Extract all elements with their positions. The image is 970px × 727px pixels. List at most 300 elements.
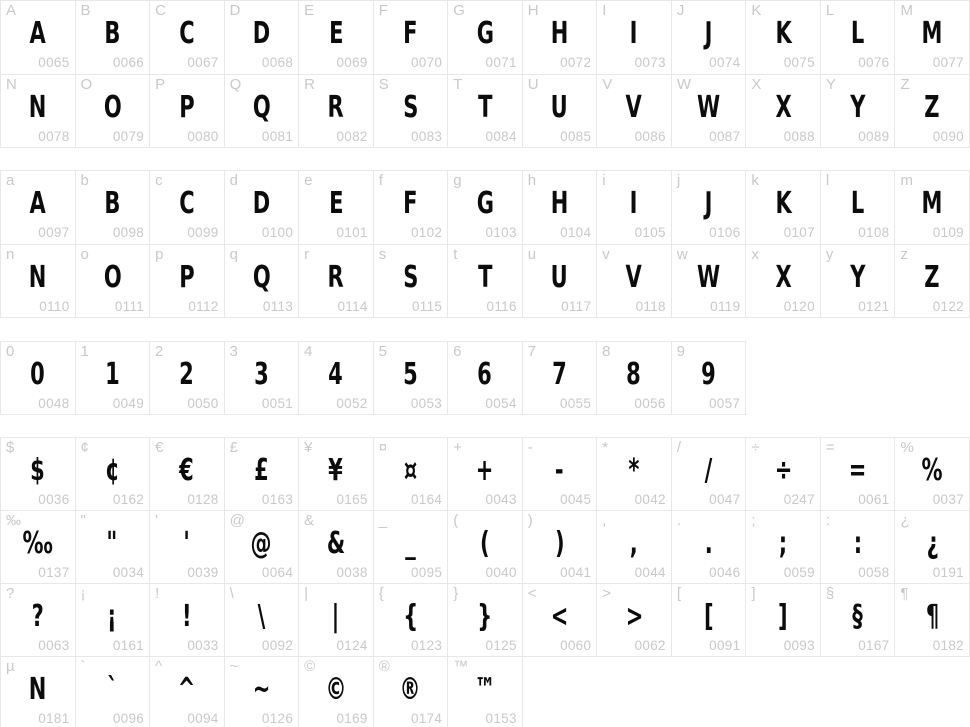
cell-glyph: . (704, 526, 713, 561)
cell-code-number: 0069 (336, 55, 368, 71)
cell-glyph: + (476, 453, 494, 488)
char-cell (299, 245, 374, 319)
cell-glyph: U (551, 259, 569, 295)
cell-glyph: € (179, 453, 195, 488)
charmap-block-digits (0, 341, 746, 415)
cell-glyph: > (625, 599, 643, 634)
char-cell (374, 245, 449, 319)
cell-glyph: K (775, 186, 792, 222)
char-cell (299, 1, 374, 75)
cell-glyph: N (28, 89, 47, 125)
cell-glyph: D (252, 186, 271, 222)
cell-code-number: 0050 (187, 395, 219, 411)
empty-cell (672, 657, 747, 727)
cell-code-number: 0038 (336, 564, 368, 580)
cell-unicode-label: \ (229, 585, 234, 602)
cell-glyph: ÷ (774, 453, 792, 488)
cell-code-number: 0087 (709, 128, 741, 144)
cell-glyph: £ (254, 453, 269, 488)
char-cell (672, 342, 747, 415)
cell-code-number: 0048 (38, 395, 70, 411)
cell-glyph: @ (250, 526, 272, 561)
char-cell (76, 657, 151, 727)
cell-code-number: 0102 (410, 225, 443, 241)
cell-code-number: 0066 (112, 55, 145, 71)
cell-code-number: 0122 (932, 298, 964, 314)
cell-unicode-label: } (453, 585, 459, 602)
char-cell (76, 245, 151, 319)
cell-unicode-label: o (80, 245, 89, 263)
cell-glyph: T (477, 259, 493, 295)
cell-unicode-label: X (751, 75, 762, 93)
charmap-block-symbols (0, 437, 970, 727)
cell-code-number: 0065 (38, 55, 70, 71)
cell-glyph: B (104, 16, 121, 52)
cell-unicode-label: ( (453, 512, 459, 529)
cell-code-number: 0124 (336, 637, 368, 653)
char-cell (597, 171, 672, 245)
cell-code-number: 0114 (337, 298, 368, 314)
cell-code-number: 0051 (261, 395, 294, 411)
cell-glyph: E (328, 16, 344, 52)
cell-unicode-label: = (825, 439, 835, 456)
cell-unicode-label: m (900, 172, 913, 189)
cell-glyph: = (848, 453, 867, 488)
cell-unicode-label: < (527, 585, 537, 602)
cell-glyph: F (403, 16, 418, 52)
char-cell (821, 245, 896, 319)
cell-code-number: 0074 (709, 55, 741, 71)
cell-code-number: 0058 (858, 564, 890, 580)
char-cell (374, 342, 449, 415)
cell-glyph: H (550, 16, 569, 52)
char-cell (821, 511, 896, 584)
cell-glyph: O (103, 89, 122, 125)
cell-glyph: V (625, 259, 643, 295)
empty-cell (523, 657, 598, 727)
cell-unicode-label: / (676, 439, 682, 456)
char-cell (597, 511, 672, 584)
cell-code-number: 0064 (261, 564, 294, 580)
cell-glyph: F (403, 186, 418, 222)
cell-code-number: 0096 (112, 710, 145, 726)
cell-code-number: 0191 (932, 564, 964, 580)
char-cell (448, 75, 523, 149)
cell-unicode-label: £ (229, 439, 238, 456)
cell-code-number: 0075 (783, 55, 815, 71)
cell-unicode-label: - (527, 439, 533, 456)
cell-glyph: A (29, 186, 46, 222)
cell-glyph: ) (554, 526, 565, 561)
char-cell (225, 657, 300, 727)
char-cell (746, 171, 821, 245)
cell-glyph: J (704, 186, 713, 222)
cell-unicode-label: ~ (229, 658, 239, 675)
cell-unicode-label: 6 (453, 343, 462, 360)
cell-unicode-label: 4 (304, 343, 313, 360)
char-cell (895, 511, 970, 584)
char-cell (523, 511, 598, 584)
cell-unicode-label: U (527, 75, 539, 93)
cell-code-number: 0162 (112, 491, 145, 507)
char-cell (225, 1, 300, 75)
cell-code-number: 0081 (261, 128, 294, 144)
cell-glyph: & (326, 526, 346, 561)
cell-glyph: ¡ (107, 599, 118, 634)
cell-unicode-label: u (527, 245, 537, 263)
char-cell (76, 584, 151, 657)
cell-unicode-label: h (527, 172, 537, 189)
cell-unicode-label: & (304, 512, 315, 529)
charmap-block-lowercase (0, 170, 970, 318)
char-cell (746, 584, 821, 657)
cell-unicode-label: K (751, 2, 762, 19)
cell-unicode-label: : (825, 512, 831, 529)
cell-unicode-label: b (80, 172, 89, 189)
cell-unicode-label: 2 (155, 343, 164, 360)
cell-glyph: N (28, 259, 47, 295)
char-cell (746, 245, 821, 319)
cell-unicode-label: P (155, 75, 166, 93)
cell-code-number: 0079 (112, 128, 145, 144)
cell-glyph: © (325, 672, 347, 707)
charmap-block-uppercase (0, 0, 970, 148)
cell-glyph: _ (405, 526, 416, 561)
char-cell (1, 342, 76, 415)
cell-glyph: R (327, 89, 345, 125)
char-cell (76, 438, 151, 511)
cell-unicode-label: 7 (527, 343, 536, 360)
cell-glyph: L (850, 16, 865, 52)
cell-code-number: 0118 (635, 298, 666, 314)
cell-glyph: 3 (253, 357, 269, 392)
char-cell (1, 584, 76, 657)
char-cell (299, 657, 374, 727)
cell-code-number: 0182 (932, 637, 964, 653)
char-cell (150, 511, 225, 584)
cell-code-number: 0107 (783, 225, 815, 241)
cell-glyph: N (28, 672, 47, 707)
cell-glyph: M (921, 16, 943, 52)
cell-glyph: P (179, 89, 195, 125)
cell-code-number: 0056 (634, 395, 666, 411)
char-cell (374, 75, 449, 149)
cell-unicode-label: E (304, 2, 315, 19)
cell-glyph: < (550, 599, 569, 634)
char-cell (597, 245, 672, 319)
cell-unicode-label: ‰ (6, 512, 21, 529)
cell-code-number: 0109 (932, 225, 964, 241)
char-cell (672, 438, 747, 511)
cell-code-number: 0055 (559, 395, 592, 411)
char-cell (895, 438, 970, 511)
cell-unicode-label: W (676, 75, 692, 93)
cell-glyph: X (775, 259, 792, 295)
cell-unicode-label: C (155, 2, 166, 19)
cell-glyph: / (704, 453, 713, 488)
cell-glyph: ¥ (328, 453, 344, 488)
char-cell (150, 1, 225, 75)
cell-glyph: ' (183, 526, 191, 561)
char-cell (895, 75, 970, 149)
cell-code-number: 0039 (187, 564, 219, 580)
cell-code-number: 0062 (634, 637, 666, 653)
cell-code-number: 0181 (38, 710, 70, 726)
char-cell (76, 1, 151, 75)
cell-glyph: 9 (701, 357, 716, 392)
cell-unicode-label: w (676, 245, 688, 263)
char-cell (1, 171, 76, 245)
char-cell (746, 511, 821, 584)
cell-glyph: A (29, 16, 46, 52)
cell-unicode-label: € (155, 439, 164, 456)
cell-glyph: I (630, 186, 638, 222)
cell-unicode-label: § (825, 585, 835, 602)
char-cell (150, 657, 225, 727)
cell-glyph: | (332, 599, 340, 634)
cell-unicode-label: R (304, 75, 315, 93)
cell-code-number: 0041 (560, 564, 592, 580)
cell-unicode-label: Q (229, 75, 242, 93)
cell-glyph: * (628, 453, 640, 488)
cell-glyph: § (852, 599, 863, 634)
cell-glyph: % (921, 453, 943, 488)
cell-glyph: ; (778, 526, 788, 561)
cell-unicode-label: c (155, 172, 163, 189)
cell-glyph: E (328, 186, 344, 222)
cell-glyph: G (476, 186, 494, 222)
cell-code-number: 0078 (38, 128, 70, 144)
cell-glyph: W (697, 259, 721, 295)
cell-code-number: 0174 (410, 710, 443, 726)
cell-glyph: - (555, 453, 564, 488)
cell-glyph: ] (778, 599, 788, 634)
cell-code-number: 0115 (411, 298, 443, 314)
cell-glyph: K (775, 16, 792, 52)
cell-code-number: 0116 (486, 298, 517, 314)
cell-unicode-label: * (602, 439, 609, 456)
cell-unicode-label: O (80, 75, 93, 93)
char-cell (374, 438, 449, 511)
char-cell (374, 1, 449, 75)
char-cell (672, 245, 747, 319)
cell-code-number: 0111 (114, 298, 145, 314)
char-cell (299, 511, 374, 584)
char-cell (150, 584, 225, 657)
cell-unicode-label: N (6, 75, 17, 93)
char-cell (225, 438, 300, 511)
cell-unicode-label: ¶ (900, 585, 909, 602)
cell-unicode-label: + (453, 439, 462, 456)
cell-code-number: 0110 (39, 298, 70, 314)
cell-unicode-label: @ (229, 512, 245, 529)
cell-code-number: 0044 (634, 564, 666, 580)
cell-code-number: 0137 (38, 564, 70, 580)
char-cell (448, 342, 523, 415)
char-cell (76, 511, 151, 584)
char-cell (523, 1, 598, 75)
cell-unicode-label: L (825, 2, 835, 19)
cell-unicode-label: A (6, 2, 17, 19)
cell-unicode-label: i (602, 172, 606, 189)
char-cell (448, 511, 523, 584)
cell-glyph: H (550, 186, 569, 222)
char-cell (895, 171, 970, 245)
cell-unicode-label: v (602, 245, 610, 263)
cell-unicode-label: > (602, 585, 612, 602)
cell-unicode-label: ™ (453, 658, 469, 675)
cell-glyph: X (775, 89, 792, 125)
empty-cell (597, 657, 672, 727)
empty-cell (746, 657, 821, 727)
cell-unicode-label: z (900, 245, 908, 263)
cell-glyph: ( (480, 526, 490, 561)
cell-glyph: S (402, 259, 419, 295)
cell-glyph: V (625, 89, 643, 125)
cell-glyph: J (704, 16, 713, 52)
char-cell (150, 342, 225, 415)
cell-unicode-label: | (304, 585, 309, 602)
char-cell (672, 171, 747, 245)
char-cell (299, 438, 374, 511)
cell-unicode-label: t (453, 245, 458, 263)
char-cell (1, 245, 76, 319)
cell-unicode-label: s (378, 245, 387, 263)
char-cell (150, 171, 225, 245)
cell-glyph: W (697, 89, 721, 125)
cell-code-number: 0104 (560, 225, 592, 241)
cell-code-number: 0040 (485, 564, 517, 580)
cell-unicode-label: d (229, 172, 238, 189)
cell-unicode-label: D (229, 2, 241, 19)
cell-glyph: $ (30, 453, 46, 488)
cell-unicode-label: ÷ (751, 439, 760, 456)
cell-unicode-label: ^ (155, 658, 163, 675)
cell-glyph: I (630, 16, 638, 52)
char-cell (374, 511, 449, 584)
cell-code-number: 0105 (634, 225, 666, 241)
cell-unicode-label: ¥ (304, 439, 313, 456)
char-cell (225, 171, 300, 245)
cell-glyph: [ (703, 599, 714, 634)
cell-code-number: 0167 (858, 637, 890, 653)
cell-unicode-label: 3 (229, 343, 238, 360)
cell-code-number: 0164 (410, 491, 443, 507)
cell-glyph: T (477, 89, 493, 125)
cell-unicode-label: ® (378, 658, 390, 675)
char-cell (597, 75, 672, 149)
cell-unicode-label: x (751, 245, 759, 263)
cell-code-number: 0047 (709, 491, 741, 507)
cell-glyph: Y (850, 259, 866, 295)
char-cell (1, 1, 76, 75)
cell-glyph: P (179, 259, 195, 295)
cell-code-number: 0037 (932, 491, 964, 507)
cell-unicode-label: I (602, 2, 607, 19)
cell-unicode-label: ' (155, 512, 158, 529)
char-cell (672, 584, 747, 657)
cell-code-number: 0125 (485, 637, 517, 653)
cell-code-number: 0089 (858, 128, 890, 144)
cell-unicode-label: V (602, 75, 613, 93)
char-cell (672, 1, 747, 75)
cell-unicode-label: n (6, 245, 15, 263)
cell-glyph: 7 (552, 357, 567, 392)
cell-unicode-label: g (453, 172, 462, 189)
cell-glyph: ¢ (104, 453, 120, 488)
cell-unicode-label: f (378, 172, 383, 189)
cell-unicode-label: T (453, 75, 463, 93)
cell-code-number: 0067 (187, 55, 219, 71)
cell-code-number: 0085 (560, 128, 592, 144)
cell-unicode-label: 8 (602, 343, 611, 360)
cell-code-number: 0082 (336, 128, 368, 144)
cell-glyph: 4 (328, 357, 344, 392)
char-cell (374, 657, 449, 727)
cell-unicode-label: r (304, 245, 310, 263)
cell-code-number: 0057 (708, 395, 741, 411)
char-cell (895, 245, 970, 319)
char-cell (76, 171, 151, 245)
cell-code-number: 0033 (187, 637, 219, 653)
cell-unicode-label: y (825, 245, 834, 263)
char-cell (225, 511, 300, 584)
cell-code-number: 0126 (261, 710, 294, 726)
cell-unicode-label: e (304, 172, 313, 189)
cell-unicode-label: , (602, 512, 607, 529)
cell-unicode-label: ¢ (80, 439, 89, 456)
char-cell (1, 438, 76, 511)
cell-unicode-label: Y (825, 75, 836, 93)
char-cell (448, 171, 523, 245)
cell-glyph: : (853, 526, 862, 561)
empty-cell (895, 657, 970, 727)
char-cell (672, 75, 747, 149)
char-cell (225, 584, 300, 657)
cell-glyph: G (476, 16, 494, 52)
char-cell (523, 75, 598, 149)
char-cell (821, 438, 896, 511)
char-cell (448, 657, 523, 727)
cell-glyph: ? (31, 599, 44, 634)
cell-unicode-label: . (676, 512, 682, 529)
cell-code-number: 0088 (783, 128, 815, 144)
char-cell (746, 1, 821, 75)
char-cell (597, 438, 672, 511)
char-cell (821, 75, 896, 149)
cell-code-number: 0098 (112, 225, 145, 241)
cell-code-number: 0101 (336, 225, 368, 241)
char-cell (448, 245, 523, 319)
cell-unicode-label: $ (6, 439, 15, 456)
char-cell (76, 75, 151, 149)
cell-glyph: , (630, 526, 639, 561)
cell-unicode-label: ¡ (80, 585, 86, 602)
cell-glyph: ` (107, 672, 118, 707)
cell-unicode-label: F (378, 2, 388, 19)
cell-glyph: B (104, 186, 121, 222)
cell-code-number: 0071 (485, 55, 517, 71)
cell-code-number: 0077 (932, 55, 964, 71)
char-cell (746, 75, 821, 149)
char-cell (523, 438, 598, 511)
cell-unicode-label: % (900, 439, 914, 456)
cell-code-number: 0117 (561, 298, 592, 314)
cell-unicode-label: ` (80, 658, 86, 675)
char-cell (225, 75, 300, 149)
cell-unicode-label: S (378, 75, 389, 93)
char-cell (299, 342, 374, 415)
